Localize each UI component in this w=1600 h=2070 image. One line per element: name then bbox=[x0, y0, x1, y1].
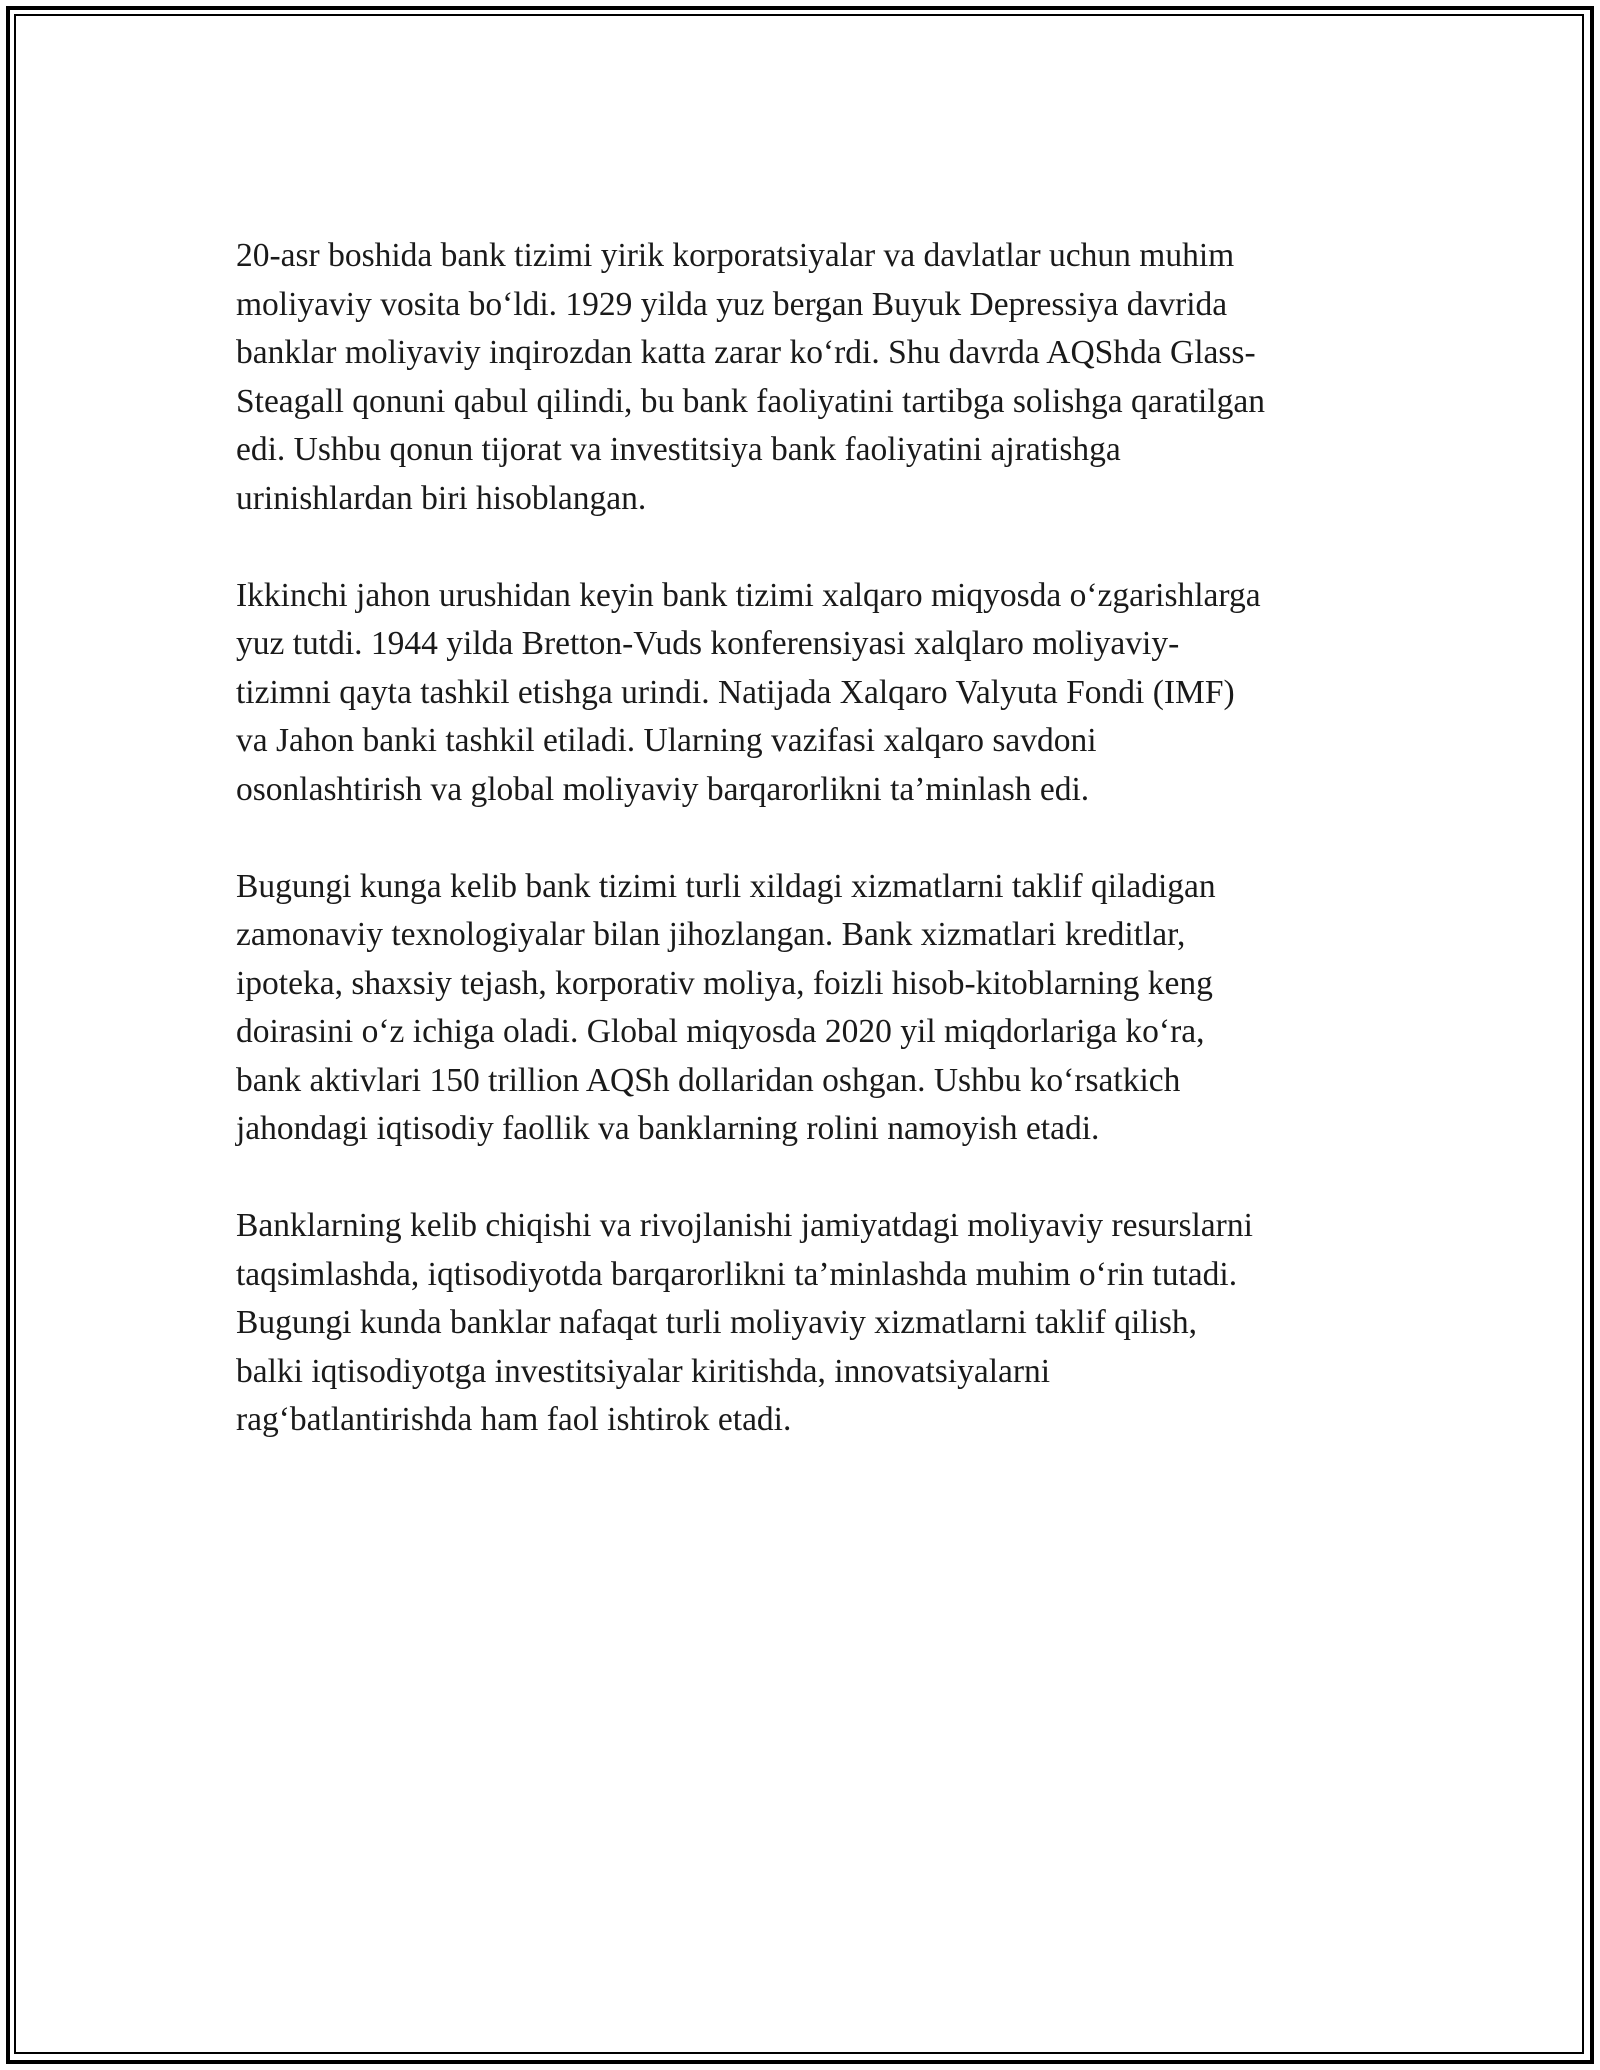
text-line: edi. Ushbu qonun tijorat va investitsiya bank faoliyatini ajratishga bbox=[236, 431, 1121, 468]
text-line: jahondagi iqtisodiy faollik va banklarning rolini namoyish etadi. bbox=[236, 1110, 1100, 1147]
text-line: ipoteka, shaxsiy tejash, korporativ moliya, foizli hisob-kitoblarning keng bbox=[236, 964, 1213, 1002]
text-line: Banklarning kelib chiqishi va rivojlanishi jamiyatdagi moliyaviy resurslarni bbox=[236, 1207, 1253, 1244]
text-line: 20-asr boshida bank tizimi yirik korporatsiyalar va davlatlar uchun muhim bbox=[236, 237, 1235, 274]
text-line: Bugungi kunda banklar nafaqat turli moliyaviy xizmatlarni taklif qilish, bbox=[236, 1304, 1198, 1341]
text-line: Steagall qonuni qabul qilindi, bu bank faoliyatini tartibga solishga qaratilgan bbox=[236, 382, 1265, 420]
text-line: moliyaviy vosita bo‘ldi. 1929 yilda yuz bergan Buyuk Depressiya davrida bbox=[236, 285, 1228, 323]
text-line: osonlashtirish va global moliyaviy barqarorlikni ta’minlash edi. bbox=[236, 770, 1090, 808]
text-line: doirasini o‘z ichiga oladi. Global miqyosda 2020 yil miqdorlariga ko‘ra, bbox=[236, 1013, 1205, 1050]
document-body bbox=[236, 232, 1366, 1493]
text-line: taqsimlashda, iqtisodiyotda barqarorlikni ta’minlashda muhim o‘rin tutadi. bbox=[236, 1255, 1238, 1293]
text-line: tizimni qayta tashkil etishga urindi. Natijada Xalqaro Valyuta Fondi (IMF) bbox=[236, 673, 1235, 711]
paragraph-2 bbox=[236, 572, 1366, 815]
text-line: zamonaviy texnologiyalar bilan jihozlangan. Bank xizmatlari kreditlar, bbox=[236, 916, 1186, 953]
paragraph-3 bbox=[236, 863, 1366, 1154]
text-line: rag‘batlantirishda ham faol ishtirok etadi. bbox=[236, 1401, 792, 1438]
paragraph-4 bbox=[236, 1202, 1366, 1445]
text-line: yuz tutdi. 1944 yilda Bretton-Vuds konferensiyasi xalqlaro moliyaviy- bbox=[236, 625, 1180, 662]
text-line: Bugungi kunga kelib bank tizimi turli xildagi xizmatlarni taklif qiladigan bbox=[236, 867, 1216, 905]
text-line: va Jahon banki tashkil etiladi. Ularning vazifasi xalqaro savdoni bbox=[236, 722, 1097, 759]
text-line: urinishlardan biri hisoblangan. bbox=[236, 479, 647, 517]
paragraph-1 bbox=[236, 232, 1366, 523]
text-line: balki iqtisodiyotga investitsiyalar kiritishda, innovatsiyalarni bbox=[236, 1352, 1051, 1390]
text-line: bank aktivlari 150 trillion AQSh dollaridan oshgan. Ushbu ko‘rsatkich bbox=[236, 1061, 1181, 1099]
text-line: Ikkinchi jahon urushidan keyin bank tizimi xalqaro miqyosda o‘zgarishlarga bbox=[236, 576, 1261, 614]
text-line: banklar moliyaviy inqirozdan katta zarar ko‘rdi. Shu davrda AQShda Glass- bbox=[236, 334, 1256, 371]
